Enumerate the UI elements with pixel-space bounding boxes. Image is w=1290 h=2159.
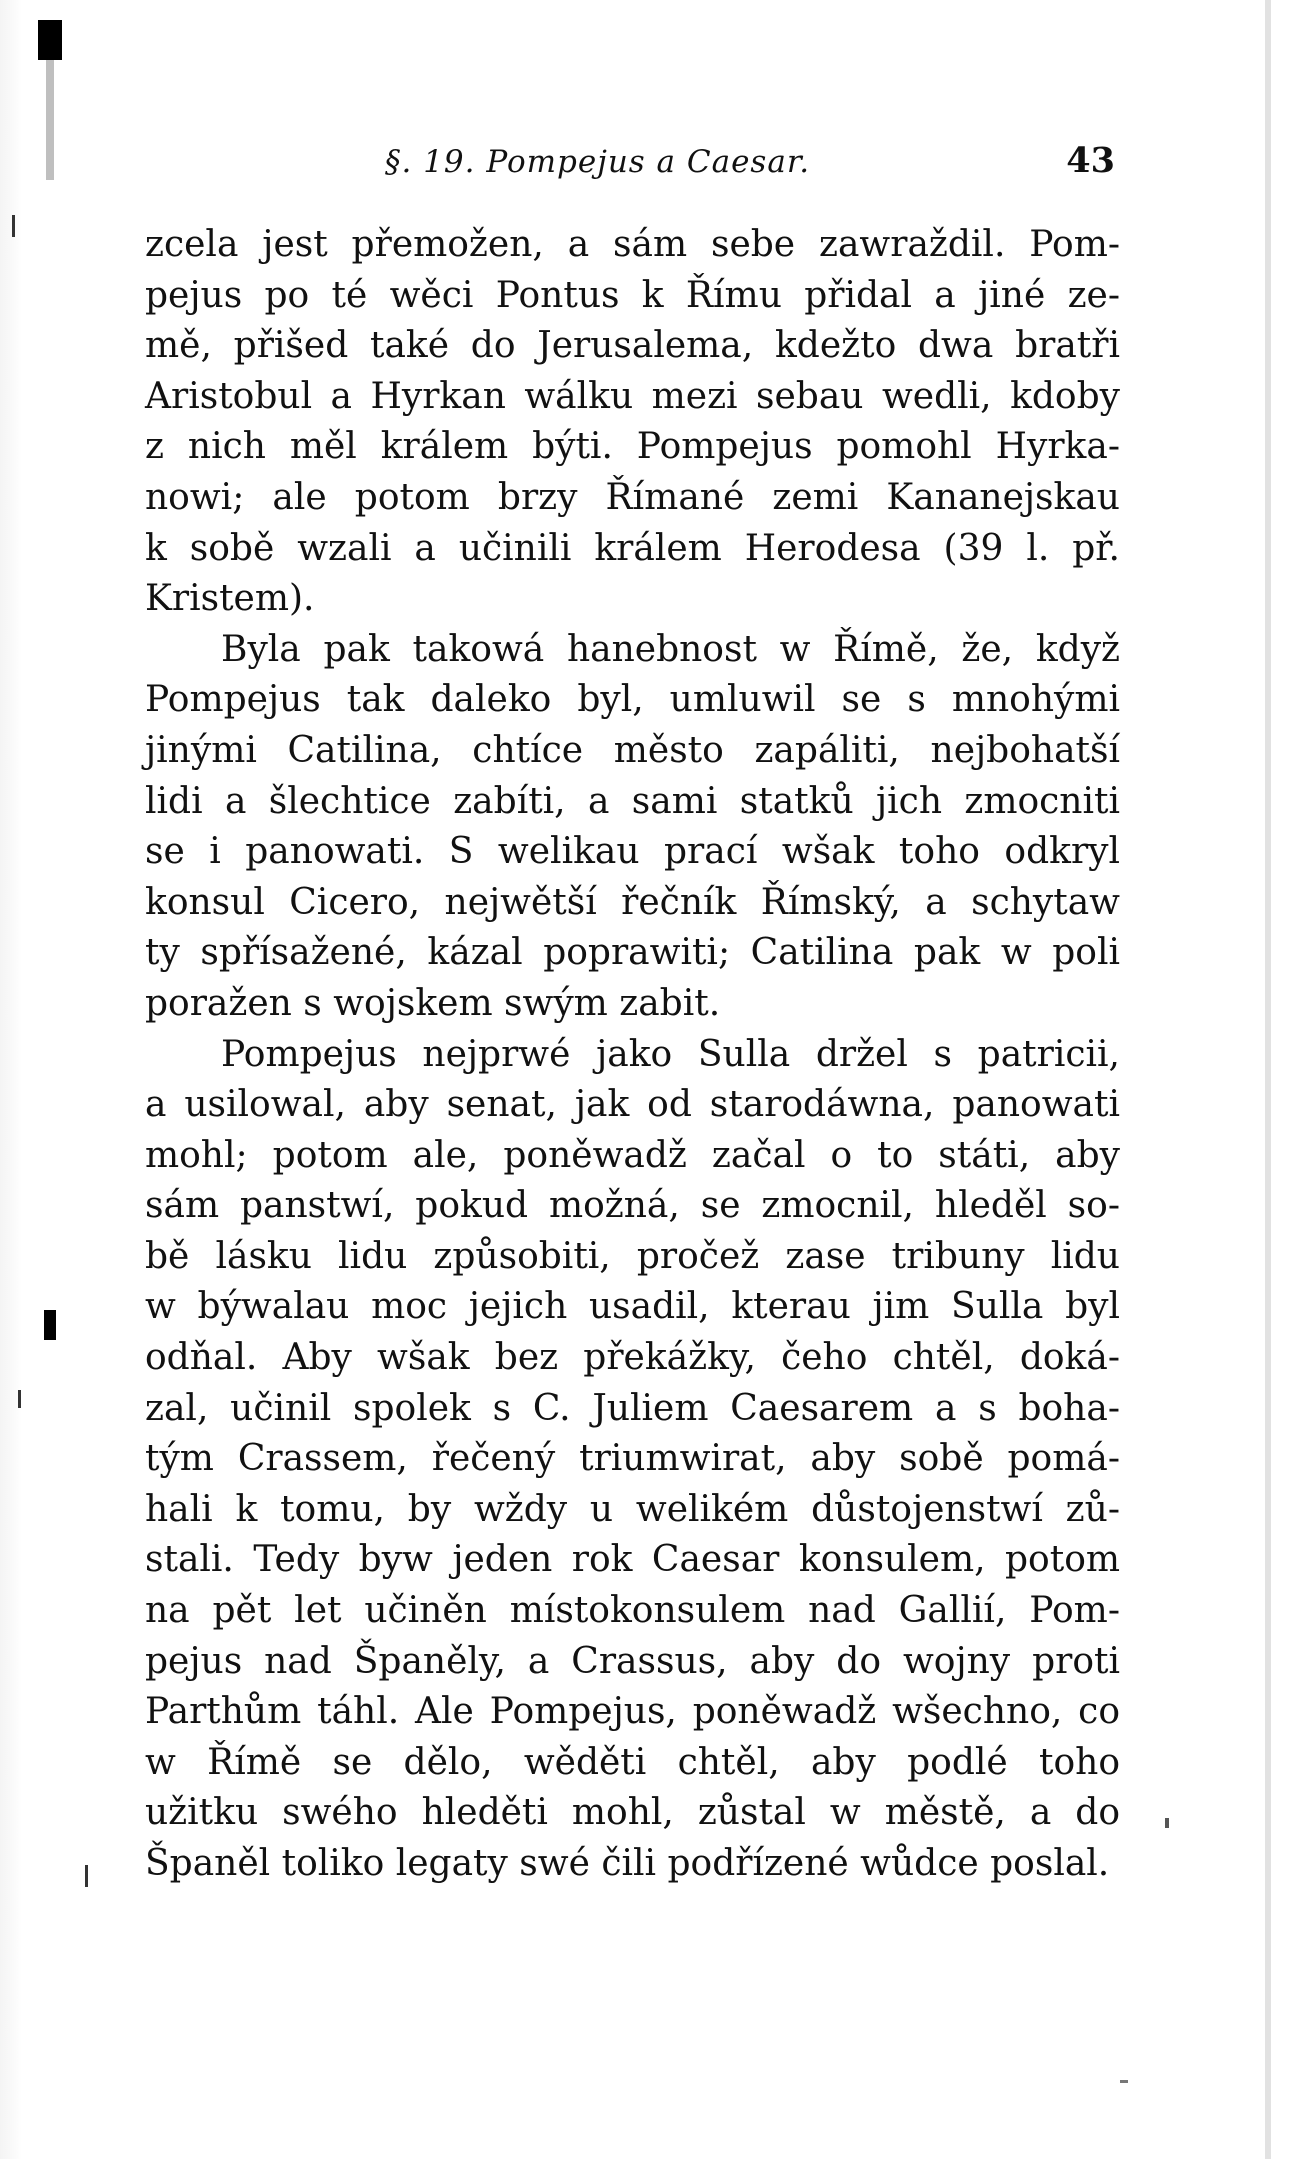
scan-mark	[85, 1865, 88, 1887]
scan-mark	[1265, 0, 1271, 2159]
paragraph-start-line: Byla pak takowá hanebnost w Římě, že, když	[221, 628, 1120, 670]
text-line: lidi a šlechtice zabíti, a sami statků jich zmocniti	[145, 780, 1120, 822]
text-line: zal, učinil spolek s C. Juliem Caesarem a s boha-	[145, 1387, 1120, 1429]
text-line: pejus nad Španěly, a Crassus, aby do wojny proti	[145, 1640, 1120, 1682]
text-line: w býwalau moc jejich usadil, kterau jim Sulla byl	[145, 1286, 1120, 1328]
text-line: mě, přišed také do Jerusalema, kdežto dwa bratři	[145, 325, 1120, 367]
page-number: 43	[1066, 140, 1115, 181]
scan-mark	[1120, 2080, 1128, 2083]
text-line: mohl; potom ale, poněwadž začal o to státi, aby	[145, 1134, 1120, 1176]
text-line: ty spřísažené, kázal poprawiti; Catilina pak w poli	[145, 932, 1120, 974]
text-line: sám panstwí, pokud možná, se zmocnil, hleděl so-	[145, 1185, 1120, 1227]
text-line: Kristem).	[145, 578, 315, 620]
scan-edge	[0, 0, 22, 2159]
text-line: w Římě se dělo, wěděti chtěl, aby podlé toho	[145, 1741, 1120, 1783]
scan-mark	[12, 215, 15, 237]
text-line: bě lásku lidu způsobiti, pročež zase tribuny lidu	[145, 1235, 1120, 1277]
page-header	[145, 140, 1115, 184]
text-line: Aristobul a Hyrkan wálku mezi sebau wedli, kdoby	[145, 375, 1120, 417]
text-line: Parthům táhl. Ale Pompejus, poněwadž wšechno, co	[145, 1691, 1120, 1733]
scan-mark	[44, 1310, 56, 1340]
text-line: konsul Cicero, nejwětší řečník Římský, a schytaw	[145, 881, 1120, 923]
paragraph-start-line: Pompejus nejprwé jako Sulla držel s patricii,	[221, 1033, 1120, 1075]
text-line: užitku swého hleděti mohl, zůstal w městě, a do	[145, 1792, 1120, 1834]
text-line: hali k tomu, by wždy u welikém důstojenstwí zů-	[145, 1488, 1120, 1530]
text-line: jinými Catilina, chtíce město zapáliti, nejbohatší	[145, 729, 1120, 771]
body-text	[145, 220, 1120, 1890]
text-line: pejus po té wěci Pontus k Římu přidal a jiné ze-	[145, 274, 1120, 316]
text-line: Pompejus tak daleko byl, umluwil se s mnohými	[145, 679, 1120, 721]
running-head: §. 19. Pompejus a Caesar.	[385, 144, 811, 180]
scan-mark	[18, 1390, 21, 1408]
text-line: se i panowati. S welikau prací wšak toho odkryl	[145, 831, 1120, 873]
text-line: z nich měl králem býti. Pompejus pomohl Hyrka-	[145, 426, 1120, 468]
scan-mark	[46, 60, 54, 180]
text-line: poražen s wojskem swým zabit.	[145, 982, 721, 1024]
text-line: Španěl toliko legaty swé čili podřízené wůdce poslal.	[145, 1843, 1110, 1884]
text-line: a usilowal, aby senat, jak od starodáwna, panowati	[145, 1084, 1120, 1126]
text-line: k sobě wzali a učinili králem Herodesa (39 l. př.	[145, 527, 1120, 569]
text-line: nowi; ale potom brzy Římané zemi Kananejskau	[145, 476, 1120, 518]
scan-mark	[38, 20, 62, 60]
text-line: na pět let učiněn místokonsulem nad Gallií, Pom-	[145, 1590, 1120, 1632]
text-line: tým Crassem, řečený triumwirat, aby sobě pomá-	[145, 1438, 1120, 1480]
scan-mark	[1165, 1818, 1169, 1828]
text-line: odňal. Aby wšak bez překážky, čeho chtěl, doká-	[145, 1337, 1120, 1379]
text-line: stali. Tedy byw jeden rok Caesar konsulem, potom	[145, 1539, 1120, 1581]
text-line: zcela jest přemožen, a sám sebe zawraždil. Pom-	[145, 224, 1120, 265]
